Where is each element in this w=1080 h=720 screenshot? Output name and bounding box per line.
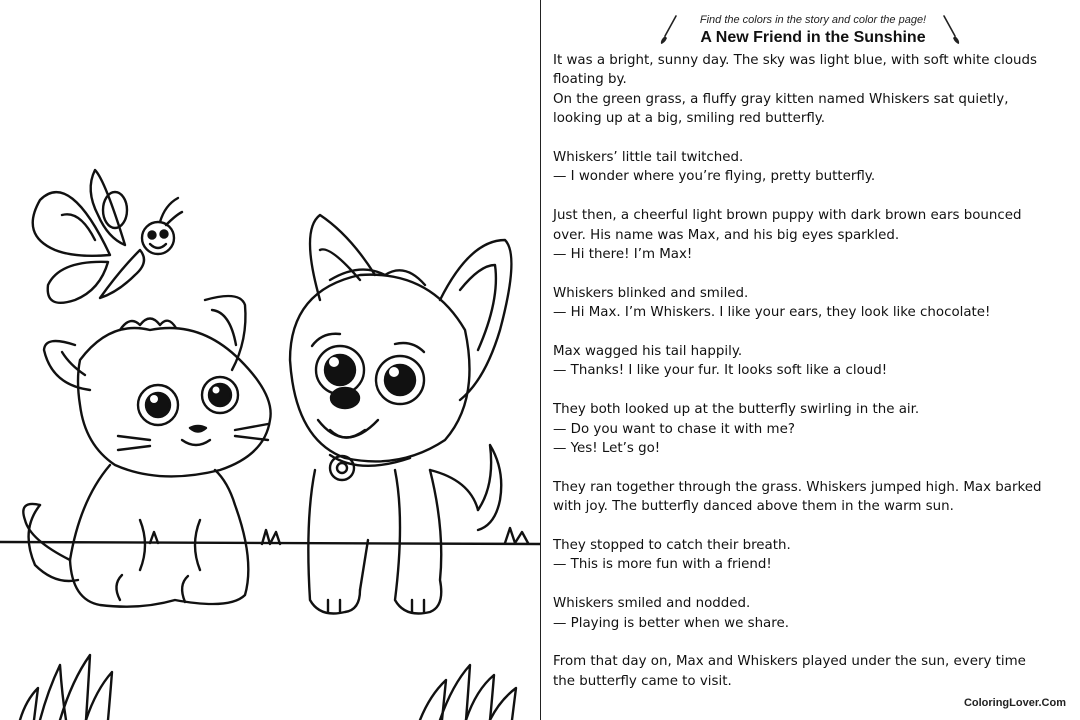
story-line: Just then, a cheerful light brown puppy with dark brown ears bounced [553, 208, 1022, 224]
story-line: floating by. [553, 72, 627, 88]
grass-tuft-left [20, 655, 112, 720]
story-line: They both looked up at the butterfly swirling in the air. [553, 402, 920, 418]
story-line: the butterfly came to visit. [553, 673, 732, 689]
story-line: They stopped to catch their breath. [553, 538, 791, 554]
story-line: From that day on, Max and Whiskers played under the sun, every time [553, 654, 1026, 670]
paintbrush-icon [941, 14, 963, 46]
grass-tuft-right [420, 665, 516, 720]
story-paragraph [553, 284, 1073, 323]
story-paragraph [553, 652, 1073, 691]
story-paragraph [553, 594, 1073, 633]
site-watermark: ColoringLover.Com [963, 697, 1066, 709]
story-line: They ran together through the grass. Whiskers jumped high. Max barked [553, 479, 1042, 495]
story-panel [553, 0, 1073, 720]
story-line: — Hi there! I’m Max! [553, 247, 693, 263]
story-line: Whiskers blinked and smiled. [553, 285, 749, 301]
story-paragraph [553, 148, 1073, 187]
story-line: It was a bright, sunny day. The sky was light blue, with soft white clouds [553, 53, 1037, 68]
story-text [553, 51, 1073, 711]
puppy [290, 215, 511, 614]
story-line: Whiskers’ little tail twitched. [553, 150, 744, 166]
story-line: Whiskers smiled and nodded. [553, 596, 751, 612]
story-line: — Hi Max. I’m Whiskers. I like your ears, they look like chocolate! [553, 305, 991, 321]
story-line: over. His name was Max, and his big eyes sparkled. [553, 227, 900, 243]
story-line: On the green grass, a fluffy gray kitten named Whiskers sat quietly, [553, 91, 1009, 107]
story-paragraph [553, 478, 1073, 517]
story-line: — I wonder where you’re flying, pretty butterfly. [553, 169, 876, 185]
story-line: — Playing is better when we share. [553, 615, 789, 631]
story-line: looking up at a big, smiling red butterfly. [553, 111, 826, 127]
story-header [553, 14, 1073, 50]
story-line: — This is more fun with a friend! [553, 557, 772, 573]
story-line: with joy. The butterfly danced above them in the warm sun. [553, 499, 954, 515]
story-subtitle: Find the colors in the story and color the page! [699, 14, 927, 26]
story-line: Max wagged his tail happily. [553, 344, 743, 360]
story-paragraph [553, 206, 1073, 264]
page-divider [540, 0, 541, 720]
story-paragraph [553, 536, 1073, 575]
story-paragraph [553, 342, 1073, 381]
story-line: — Yes! Let’s go! [553, 441, 661, 457]
story-line: — Do you want to chase it with me? [553, 421, 795, 437]
story-title: A New Friend in the Sunshine [700, 29, 926, 46]
story-paragraph [553, 51, 1073, 129]
kitten [23, 296, 270, 607]
butterfly [33, 170, 182, 303]
story-line: — Thanks! I like your fur. It looks soft like a cloud! [553, 363, 888, 379]
story-paragraph [553, 400, 1073, 458]
